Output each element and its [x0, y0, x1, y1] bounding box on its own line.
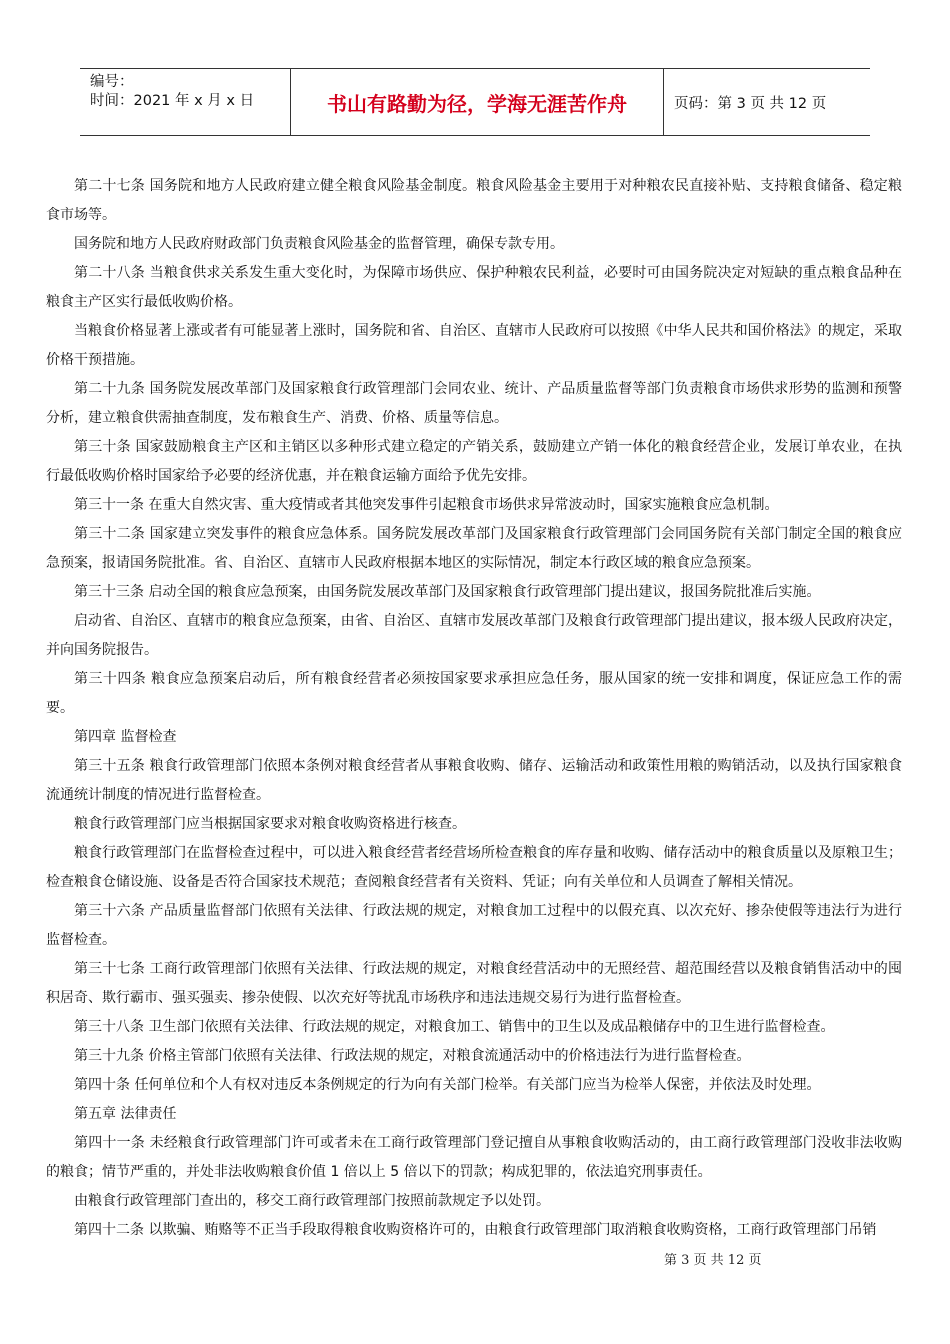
paragraph: 当粮食价格显著上涨或者有可能显著上涨时，国务院和省、自治区、直辖市人民政府可以按照《中华人民共和国价格法》的规定，采取价格干预措施。 — [46, 323, 902, 368]
header-meta-cell — [80, 69, 291, 136]
paragraph: 第二十八条 当粮食供求关系发生重大变化时，为保障市场供应、保护种粮农民利益，必要时可由国务院决定对短缺的重点粮食品种在粮食主产区实行最低收购价格。 — [46, 265, 902, 310]
header-page-info: 页码：第 3 页 共 12 页 — [664, 69, 871, 136]
paragraph: 第三十一条 在重大自然灾害、重大疫情或者其他突发事件引起粮食市场供求异常波动时，国家实施粮食应急机制。 — [74, 497, 779, 513]
paragraph: 第四十二条 以欺骗、贿赂等不正当手段取得粮食收购资格许可的，由粮食行政管理部门取消粮食收购资格，工商行政管理部门吊销 — [74, 1222, 877, 1238]
paragraph: 第三十三条 启动全国的粮食应急预案，由国务院发展改革部门及国家粮食行政管理部门提出建议，报国务院批准后实施。 — [74, 584, 821, 600]
paragraph: 第三十七条 工商行政管理部门依照有关法律、行政法规的规定，对粮食经营活动中的无照经营、超范围经营以及粮食销售活动中的囤积居奇、欺行霸市、强买强卖、掺杂使假、以次充好等扰乱市场秩序和违法违规交易行为进行监督检查。 — [46, 961, 902, 1006]
paragraph: 由粮食行政管理部门查出的，移交工商行政管理部门按照前款规定予以处罚。 — [74, 1193, 550, 1209]
paragraph: 第三十八条 卫生部门依照有关法律、行政法规的规定，对粮食加工、销售中的卫生以及成品粮储存中的卫生进行监督检查。 — [74, 1019, 835, 1035]
paragraph: 第三十六条 产品质量监督部门依照有关法律、行政法规的规定，对粮食加工过程中的以假充真、以次充好、掺杂使假等违法行为进行监督检查。 — [46, 903, 902, 948]
paragraph: 第四十一条 未经粮食行政管理部门许可或者未在工商行政管理部门登记擅自从事粮食收购活动的，由工商行政管理部门没收非法收购的粮食；情节严重的，并处非法收购粮食价值 1 倍以上 5 倍以下的罚款；构成犯罪的，依法追究刑事责任。 — [46, 1135, 902, 1180]
paragraph: 第二十七条 国务院和地方人民政府建立健全粮食风险基金制度。粮食风险基金主要用于对种粮农民直接补贴、支持粮食储备、稳定粮食市场等。 — [46, 178, 902, 223]
paragraph: 第四十条 任何单位和个人有权对违反本条例规定的行为向有关部门检举。有关部门应当为检举人保密，并依法及时处理。 — [74, 1077, 821, 1093]
paragraph: 第三十四条 粮食应急预案启动后，所有粮食经营者必须按国家要求承担应急任务，服从国家的统一安排和调度，保证应急工作的需要。 — [46, 671, 902, 716]
paragraph: 第三十条 国家鼓励粮食主产区和主销区以多种形式建立稳定的产销关系，鼓励建立产销一体化的粮食经营企业，发展订单农业，在执行最低收购价格时国家给予必要的经济优惠，并在粮食运输方面给予优先安排。 — [46, 439, 902, 484]
document-body — [46, 172, 902, 1245]
document-header — [80, 68, 870, 136]
paragraph: 第二十九条 国务院发展改革部门及国家粮食行政管理部门会同农业、统计、产品质量监督等部门负责粮食市场供求形势的监测和预警分析，建立粮食供需抽查制度，发布粮食生产、消费、价格、质量等信息。 — [46, 381, 902, 426]
chapter-heading: 第四章 监督检查 — [74, 729, 177, 745]
paragraph: 国务院和地方人民政府财政部门负责粮食风险基金的监督管理，确保专款专用。 — [74, 236, 564, 252]
paragraph: 粮食行政管理部门在监督检查过程中，可以进入粮食经营者经营场所检查粮食的库存量和收购、储存活动中的粮食质量以及原粮卫生；检查粮食仓储设施、设备是否符合国家技术规范；查阅粮食经营者有关资料、凭证；向有关单位和人员调查了解相关情况。 — [46, 845, 902, 890]
chapter-heading: 第五章 法律责任 — [74, 1106, 177, 1122]
paragraph: 第三十五条 粮食行政管理部门依照本条例对粮食经营者从事粮食收购、储存、运输活动和政策性用粮的购销活动，以及执行国家粮食流通统计制度的情况进行监督检查。 — [46, 758, 902, 803]
page-footer: 第 3 页 共 12 页 — [664, 1253, 762, 1268]
header-motto: 书山有路勤为径，学海无涯苦作舟 — [291, 69, 664, 136]
paragraph: 启动省、自治区、直辖市的粮食应急预案，由省、自治区、直辖市发展改革部门及粮食行政管理部门提出建议，报本级人民政府决定，并向国务院报告。 — [46, 613, 902, 658]
date-line: 时间：2021 年 x 月 x 日 — [90, 93, 255, 109]
paragraph: 第三十九条 价格主管部门依照有关法律、行政法规的规定，对粮食流通活动中的价格违法行为进行监督检查。 — [74, 1048, 751, 1064]
paragraph: 粮食行政管理部门应当根据国家要求对粮食收购资格进行核查。 — [74, 816, 466, 832]
paragraph: 第三十二条 国家建立突发事件的粮食应急体系。国务院发展改革部门及国家粮食行政管理部门会同国务院有关部门制定全国的粮食应急预案，报请国务院批准。省、自治区、直辖市人民政府根据本地区的实际情况，制定本行政区域的粮食应急预案。 — [46, 526, 902, 571]
serial-number-label: 编号： — [90, 74, 134, 90]
